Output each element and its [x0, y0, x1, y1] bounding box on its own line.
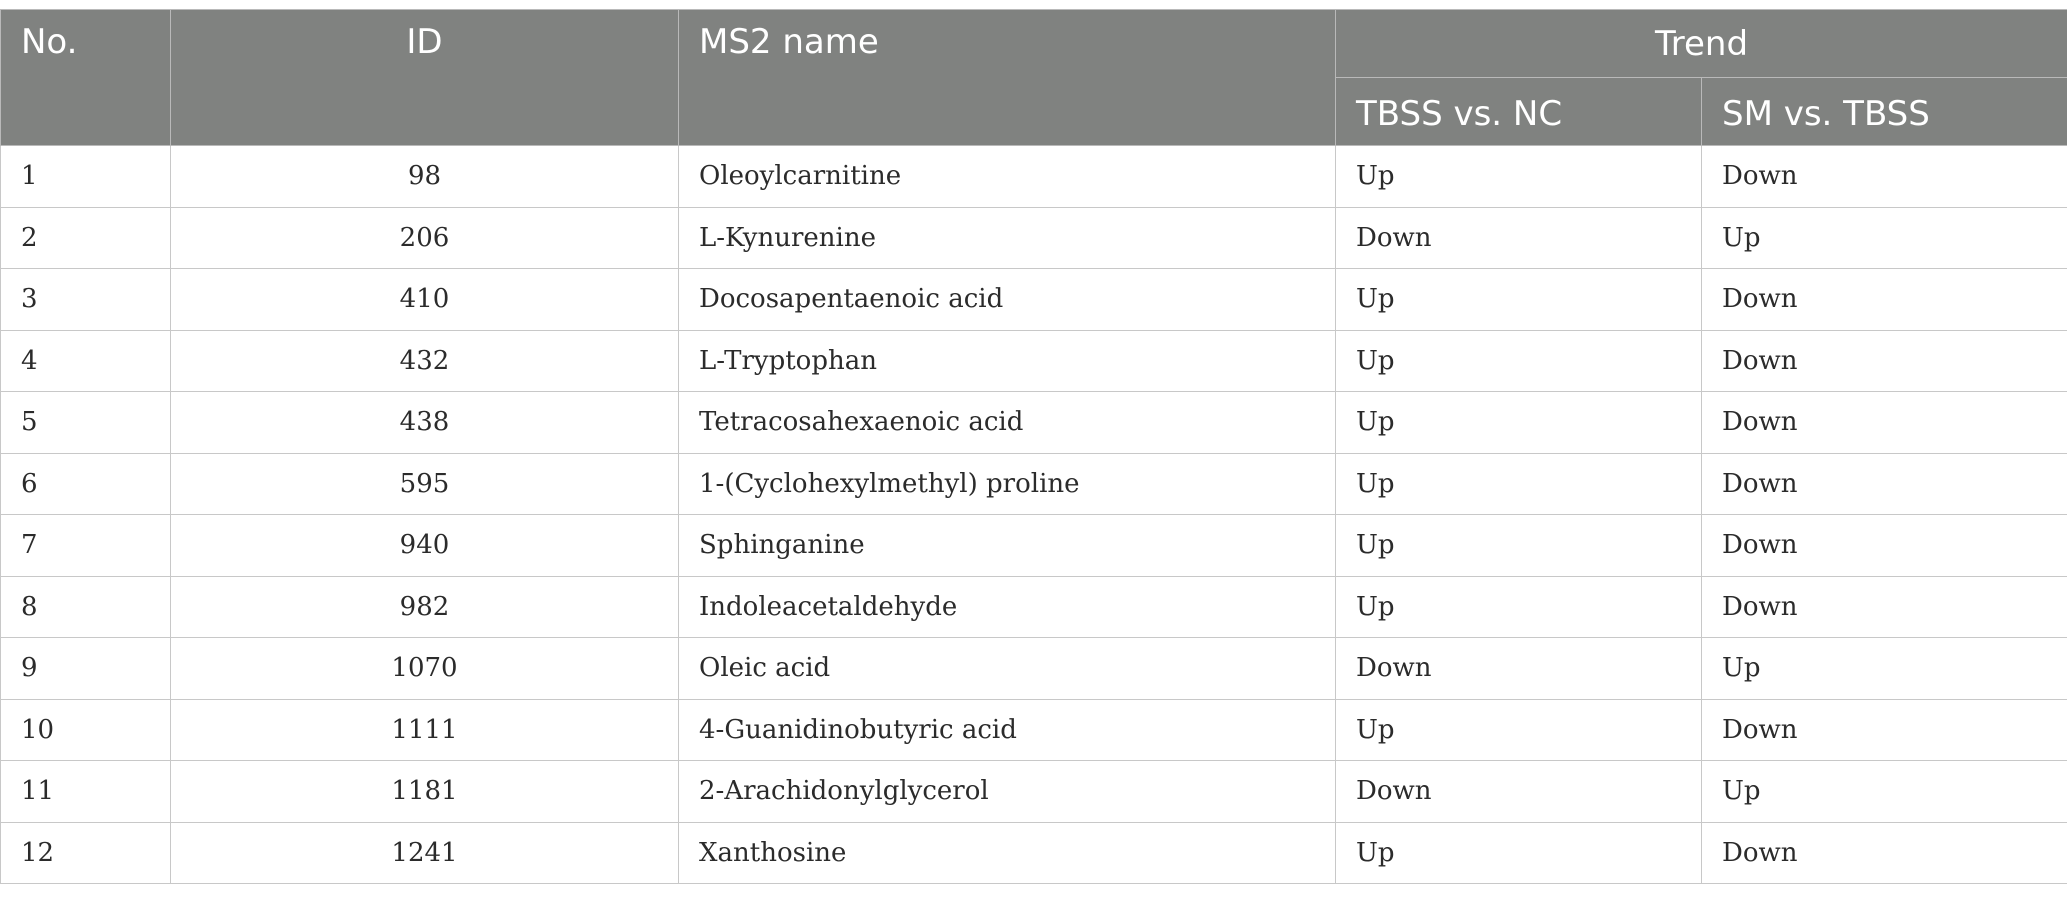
- table-row: [1, 576, 2067, 638]
- table-header: [1, 10, 2067, 146]
- cell-tbss-vs-nc: Down: [1336, 638, 1702, 700]
- table-body: [1, 146, 2067, 884]
- table-row: [1, 761, 2067, 823]
- cell-sm-vs-tbss: Down: [1702, 330, 2067, 392]
- cell-tbss-vs-nc: Up: [1336, 699, 1702, 761]
- cell-sm-vs-tbss: Down: [1702, 822, 2067, 884]
- table-row: [1, 638, 2067, 700]
- cell-no: 9: [1, 638, 171, 700]
- header-id: ID: [171, 10, 679, 146]
- table-row: [1, 330, 2067, 392]
- cell-ms2-name: Xanthosine: [679, 822, 1336, 884]
- header-no: No.: [1, 10, 171, 146]
- cell-tbss-vs-nc: Up: [1336, 146, 1702, 208]
- cell-id: 1181: [171, 761, 679, 823]
- cell-id: 982: [171, 576, 679, 638]
- cell-ms2-name: L-Tryptophan: [679, 330, 1336, 392]
- cell-id: 1241: [171, 822, 679, 884]
- cell-tbss-vs-nc: Up: [1336, 515, 1702, 577]
- cell-sm-vs-tbss: Up: [1702, 761, 2067, 823]
- cell-ms2-name: Oleic acid: [679, 638, 1336, 700]
- header-trend: Trend: [1336, 10, 2067, 78]
- cell-sm-vs-tbss: Down: [1702, 269, 2067, 331]
- table-row: [1, 453, 2067, 515]
- table-row: [1, 207, 2067, 269]
- cell-id: 206: [171, 207, 679, 269]
- cell-id: 1070: [171, 638, 679, 700]
- cell-tbss-vs-nc: Down: [1336, 207, 1702, 269]
- cell-tbss-vs-nc: Down: [1336, 761, 1702, 823]
- cell-ms2-name: L-Kynurenine: [679, 207, 1336, 269]
- cell-ms2-name: Indoleacetaldehyde: [679, 576, 1336, 638]
- cell-no: 4: [1, 330, 171, 392]
- cell-no: 11: [1, 761, 171, 823]
- cell-ms2-name: Docosapentaenoic acid: [679, 269, 1336, 331]
- cell-id: 1111: [171, 699, 679, 761]
- cell-sm-vs-tbss: Down: [1702, 515, 2067, 577]
- metabolite-trend-table: [0, 9, 2067, 884]
- table-row: [1, 822, 2067, 884]
- cell-sm-vs-tbss: Down: [1702, 699, 2067, 761]
- table-row: [1, 146, 2067, 208]
- cell-tbss-vs-nc: Up: [1336, 392, 1702, 454]
- cell-sm-vs-tbss: Up: [1702, 638, 2067, 700]
- table-row: [1, 515, 2067, 577]
- table-row: [1, 392, 2067, 454]
- cell-ms2-name: 2-Arachidonylglycerol: [679, 761, 1336, 823]
- cell-tbss-vs-nc: Up: [1336, 269, 1702, 331]
- header-ms2-name: MS2 name: [679, 10, 1336, 146]
- cell-ms2-name: Oleoylcarnitine: [679, 146, 1336, 208]
- cell-id: 410: [171, 269, 679, 331]
- cell-ms2-name: 1-(Cyclohexylmethyl) proline: [679, 453, 1336, 515]
- cell-id: 940: [171, 515, 679, 577]
- cell-no: 2: [1, 207, 171, 269]
- cell-no: 7: [1, 515, 171, 577]
- cell-no: 3: [1, 269, 171, 331]
- cell-sm-vs-tbss: Down: [1702, 576, 2067, 638]
- cell-tbss-vs-nc: Up: [1336, 330, 1702, 392]
- cell-tbss-vs-nc: Up: [1336, 822, 1702, 884]
- cell-ms2-name: Tetracosahexaenoic acid: [679, 392, 1336, 454]
- cell-no: 10: [1, 699, 171, 761]
- cell-id: 595: [171, 453, 679, 515]
- cell-sm-vs-tbss: Up: [1702, 207, 2067, 269]
- cell-id: 98: [171, 146, 679, 208]
- cell-id: 438: [171, 392, 679, 454]
- cell-sm-vs-tbss: Down: [1702, 453, 2067, 515]
- cell-sm-vs-tbss: Down: [1702, 146, 2067, 208]
- header-row-1: [1, 10, 2067, 78]
- cell-tbss-vs-nc: Up: [1336, 576, 1702, 638]
- cell-tbss-vs-nc: Up: [1336, 453, 1702, 515]
- header-tbss-vs-nc: TBSS vs. NC: [1336, 78, 1702, 146]
- cell-sm-vs-tbss: Down: [1702, 392, 2067, 454]
- table-row: [1, 699, 2067, 761]
- cell-no: 12: [1, 822, 171, 884]
- cell-no: 5: [1, 392, 171, 454]
- cell-ms2-name: Sphinganine: [679, 515, 1336, 577]
- table-row: [1, 269, 2067, 331]
- cell-no: 8: [1, 576, 171, 638]
- cell-no: 1: [1, 146, 171, 208]
- header-sm-vs-tbss: SM vs. TBSS: [1702, 78, 2067, 146]
- cell-ms2-name: 4-Guanidinobutyric acid: [679, 699, 1336, 761]
- cell-id: 432: [171, 330, 679, 392]
- cell-no: 6: [1, 453, 171, 515]
